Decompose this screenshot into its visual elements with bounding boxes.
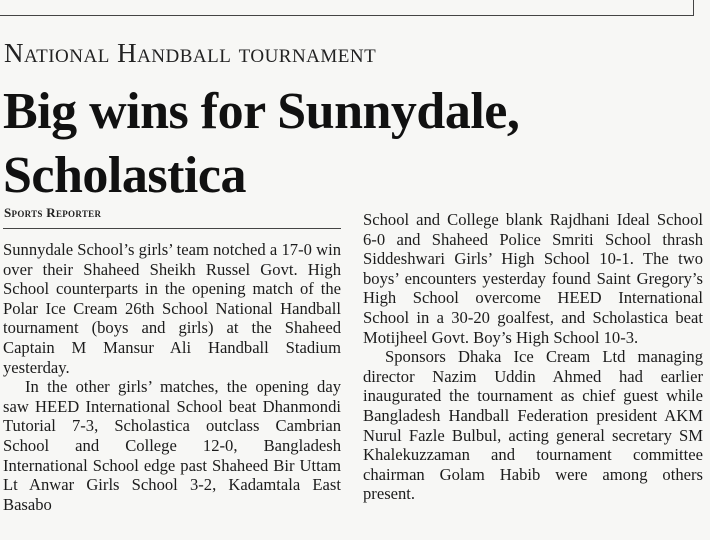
- top-border-rule: [0, 15, 694, 16]
- paragraph-1: Sunnydale School’s girls’ team notched a 17-0 win over their Shaheed Sheikh Russel Govt. High School counterparts in the opening match of the Polar Ice Cream 26th School National Handball tournament (boys and girls) at the Shaheed Captain M Mansur Ali Handball Stadium yesterday.: [3, 240, 341, 377]
- article-headline: Big wins for Sunnydale, Scholastica: [3, 83, 520, 204]
- paragraph-3: Sponsors Dhaka Ice Cream Ltd managing director Nazim Uddin Ahmed had earlier inaugurated the tournament as chief guest while Bangladesh Handball Federation president AKM Nurul Fazle Bulbul, acting general secretary SM Khalekuzzaman and tournament committee chairman Golam Habib were among others present.: [363, 347, 703, 504]
- paragraph-2-continued: School and College blank Rajdhani Ideal School 6-0 and Shaheed Police Smriti School thrash Siddeshwari Girls’ High School 10-1. The two boys’ encounters yesterday found Saint Gregory’s High School overcome HEED International School in a 30-20 goalfest, and Scholastica beat Motijheel Govt. Boy’s High School 10-3.: [363, 210, 703, 347]
- article-kicker: National Handball tournament: [4, 38, 377, 68]
- article-byline: Sports Reporter: [4, 205, 102, 220]
- article-column-right: [363, 210, 703, 504]
- article-column-left: [3, 240, 341, 514]
- right-border-rule: [693, 0, 694, 15]
- paragraph-2: In the other girls’ matches, the opening day saw HEED International School beat Dhanmondi Tutorial 7-3, Scholastica outclass Cambrian School and College 12-0, Bangladesh International School edge past Shaheed Bir Uttam Lt Anwar Girls School 3-2, Kadamtala East Basabo: [3, 377, 341, 514]
- byline-rule: [3, 228, 341, 229]
